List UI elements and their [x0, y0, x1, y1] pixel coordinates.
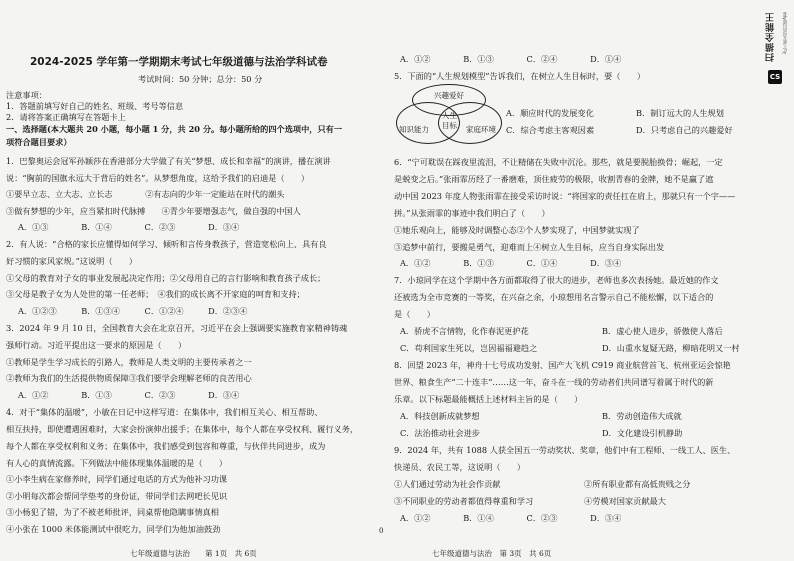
question-options: A．①② B．①③ C．②③ D．③④: [18, 390, 240, 400]
question-text: 乐章。以下标题最能概括上述材料主旨的是（ ）: [394, 394, 583, 404]
question-text: 强师行动。习近平提出这一要求的原因是（ ）: [6, 340, 187, 350]
question-text: 拼。”从张雨霏的事迹中我们明白了（ ）: [394, 208, 550, 218]
diagram-label-right: 家庭环境: [466, 125, 496, 134]
question-text: 世界、粮食生产“二十连丰”……这一年，奋斗在一线的劳动者们共同谱写着属于时代的新: [394, 377, 714, 387]
option-a: A．科技创新成就梦想: [400, 411, 480, 421]
scanner-watermark: [762, 6, 790, 96]
watermark-text: 扫描全能王: [766, 12, 776, 62]
section-heading: 一、选择题(本大题共 20 小题，每小题 1 分，共 20 分。每小题所给的四个选项中，只有一: [6, 124, 343, 134]
diagram-label-top: 兴趣爱好: [434, 91, 464, 100]
question-item: ①小李生病在家修养时，同学们通过电话的方式为他补习功课: [6, 474, 228, 484]
question-text: 7．小琼同学在这个学期中各方面都取得了很大的进步，老师也多次表扬她。最近她的作文: [394, 275, 719, 285]
question-text: 说：“胸前的国旗永远大于背后的姓名”。从梦想角度，这给予我们的启迪是（ ）: [6, 173, 310, 183]
question-item: ③父母是教子女为人处世的第一任老师； ④我们的成长离不开家庭的呵育和支持；: [6, 289, 305, 299]
camscanner-logo-icon: CS: [768, 70, 782, 84]
question-item: ①要早立志、立大志、立长志 ②有志向的少年一定能站在时代的潮头: [6, 189, 285, 199]
question-item: ②教师为我们的生活提供物质保障③我们要学会理解老师的良苦用心: [6, 373, 252, 383]
option-b: B．制订远大的人生规划: [636, 108, 724, 118]
section-heading: 项符合题目要求）: [6, 137, 72, 147]
option-c: C．苟利国家生死以，岂因福福避趋之: [400, 343, 538, 353]
question-text: 6．“宁可耽误在踩夜里流泪，不让精储在失败中沉沦。那些，就是要脱胎换骨；崛起，一定: [394, 157, 723, 167]
option-a: A．顺应时代的发展变化: [506, 108, 594, 118]
question-item: ①她乐观向上，能够及时调整心态②个人梦实现了，中国梦就实现了: [394, 225, 640, 235]
question-text: 2．有人说：“合格的家长应懂得如何学习、倾听和言传身教孩子，营造宽松向上、具有良: [6, 239, 327, 249]
exam-info: 考试时间：50 分钟；总分：50 分: [138, 74, 263, 84]
question-options: A．①② B．①④ C．②③ D．③④: [400, 513, 622, 523]
exam-page-left: [0, 0, 390, 561]
question-item: ④劳模对国家贡献最大: [584, 496, 666, 506]
notice-heading: 注意事项：: [6, 90, 47, 100]
question-text: 有人心的真情流露。下列做法中能体现集体温暖的是（ ）: [6, 458, 228, 468]
question-text: 是（ ）: [394, 309, 435, 319]
question-text: 动中国 2023 年度人物张雨霏在接受采访时说：“将国家的责任扛在肩上，那就只有一个字——: [394, 191, 736, 201]
option-d: D．山重水复疑无路，柳暗花明又一村: [602, 343, 740, 353]
option-d: D．只考虑自己的兴趣爱好: [636, 125, 733, 135]
notice-item: 2．请将答案正确填写在答题卡上: [6, 112, 126, 122]
question-text: 是蜕变之后。”张雨霏历经了一番磨难，顶住疲劳的极限，收割青春的金牌，她不是赢了遮: [394, 174, 714, 184]
question-options: A．①②③ B．①③④ C．①②④ D．②③④: [18, 306, 248, 316]
option-b: B．虚心使人进步，骄傲使人落后: [602, 326, 723, 336]
question-text: 每个人都在享受权利和义务；在集体中，我们感受到包容和尊重，与伙伴共同进步，成为: [6, 441, 326, 451]
life-plan-diagram: [394, 84, 502, 146]
question-options: A．①③ B．①④ C．②③ D．③④: [18, 222, 240, 232]
exam-page-right: [392, 0, 782, 561]
question-text: 相互扶持，即使遭遇困难时，大家会扮演伸出援手；在集体中，每个人都在享受权利、履行义务，: [6, 424, 359, 434]
option-b: B．劳动创造伟大成就: [602, 411, 682, 421]
exam-title: 2024-2025 学年第一学期期末考试七年级道德与法治学科试卷: [30, 56, 328, 68]
question-text: 1．巴黎奥运会冠军孙颖莎在香港部分大学做了有关“梦想、成长和幸福”的演讲，播在演讲: [6, 156, 331, 166]
option-a: A．骄虎不言情物，化作春泥更护花: [400, 326, 529, 336]
question-item: ①人们通过劳动为社会作贡献: [394, 479, 501, 489]
option-c: C．综合考虑主客观因素: [506, 125, 595, 135]
question-text: 快递员、农民工等，这说明（ ）: [394, 462, 526, 472]
question-text: 好习惯的家风家规。”这说明（ ）: [6, 256, 138, 266]
page-mark: 0: [379, 527, 384, 535]
diagram-label-left: 知识能力: [399, 125, 429, 134]
question-options: A．①② B．①③ C．②④ D．①④: [400, 54, 622, 64]
question-options: A．①② B．①③ C．①④ D．③④: [400, 258, 622, 268]
page-footer: 七年级道德与法治 第 1页 共 6页: [130, 549, 257, 558]
question-item: ①父母的教育对子女的事业发展起决定作用；②父母用自己的言行影响和教育孩子成长；: [6, 273, 326, 283]
question-text: 4．对于“集体的温暖”，小敏在日记中这样写道：在集体中，我们相互关心、相互帮助、: [6, 407, 323, 417]
question-item: ③不同职业的劳动者都值得尊重和学习: [394, 496, 534, 506]
page-footer: 七年级道德与法治 第 3页 共 6页: [432, 549, 552, 558]
question-text: 3．2024 年 9 月 10 日，全国教育大会在北京召开，习近平在会上强调要实施教育家精神铸魂: [6, 323, 348, 333]
option-c: C．法治推动社会进步: [400, 428, 480, 438]
watermark-subtext: 3亿人都在用的扫描App: [782, 12, 787, 55]
question-item: ②所有职业都有高低贵贱之分: [584, 479, 691, 489]
question-item: ①教师是学生学习成长的引路人，教师是人类文明的主要传承者之一: [6, 357, 252, 367]
option-d: D．文化建设引机静助: [602, 428, 683, 438]
diagram-label-center: 人生: [442, 111, 457, 120]
question-item: ②小明每次都会帮同学垫考的身份证，带同学们去网吧长见识: [6, 491, 228, 501]
question-text: 9．2024 年，共有 1088 人获全国五一劳动奖状、奖章，他们中有工程师、一线工人、医生、: [394, 445, 736, 455]
question-item: ③小杨犯了错，为了不被老师批评，同桌帮他隐瞒事情真相: [6, 507, 219, 517]
question-text: 还被选为全市竞赛的一等奖，在兴奋之余，小琼想用名言警示自己不能松懈，以下适合的: [394, 292, 714, 302]
question-item: ③做有梦想的少年，应当紧扣时代脉搏 ④青少年要增强志气，做自强的中国人: [6, 206, 301, 216]
notice-item: 1．答题前填写好自己的姓名、班级、考号等信息: [6, 101, 184, 111]
question-text: 8．回望 2023 年，神舟十七号成功发射、国产大飞机 C919 商业航营首飞、杭州亚运会惊艳: [394, 360, 731, 370]
question-item: ③追梦中前行，要搬是勇气，迎难而上④树立人生目标，应当自身实际出发: [394, 242, 665, 252]
question-item: ④小张在 1000 米体能测试中很吃力，同学们为他加油鼓劲: [6, 524, 221, 534]
question-text: 5．下面的“人生规划模型”告诉我们，在树立人生目标时，要（ ）: [394, 71, 646, 81]
diagram-label-center: 目标: [442, 121, 457, 130]
